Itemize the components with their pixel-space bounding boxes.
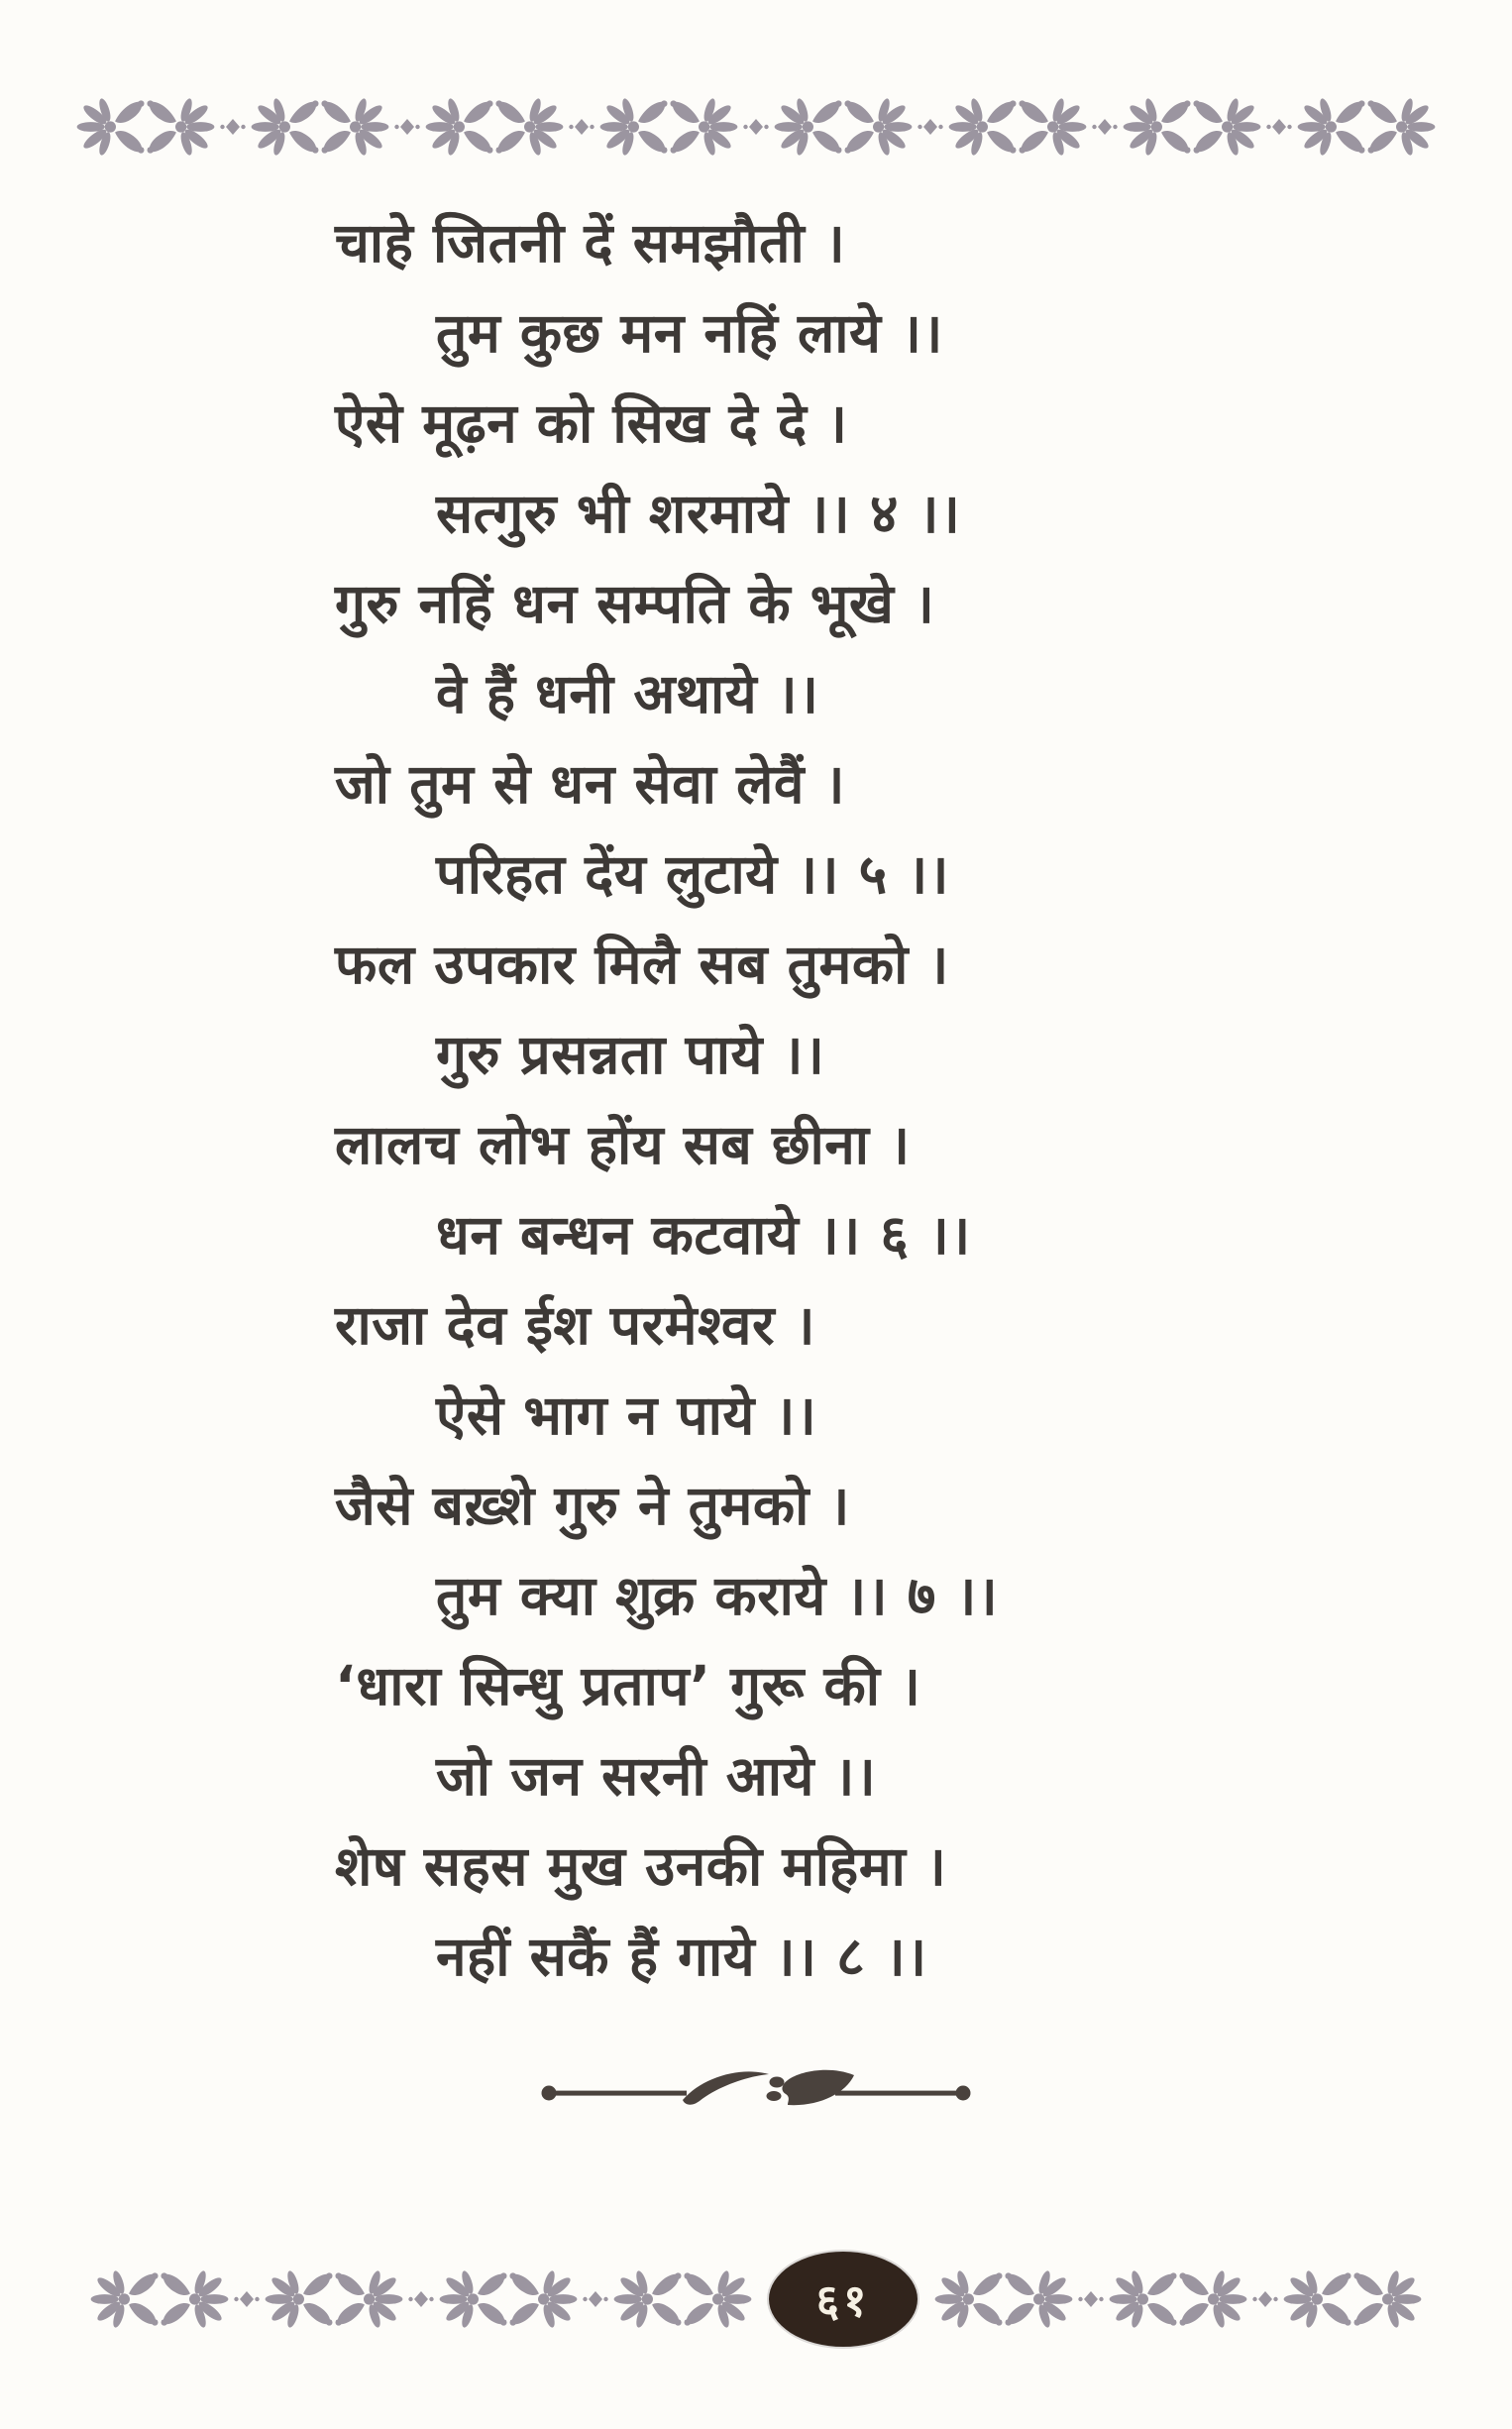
verse-line: तुम क्या शुक्र कराये ।। ७ ।।: [436, 1564, 999, 1627]
diamond-separator-icon: [569, 85, 594, 168]
verse-line: वे हैं धनी अथाये ।।: [436, 662, 819, 725]
floral-ornament-icon: [1292, 85, 1441, 168]
verse-line: राजा देव ईश परमेश्वर ।: [335, 1293, 815, 1357]
diamond-separator-icon: [1266, 85, 1292, 168]
verse-line: चाहे जितनी दें समझौती ।: [335, 211, 846, 275]
verse-line: परिहत देंय लुटाये ।। ५ ।।: [436, 842, 950, 906]
bottom-floral-border: [0, 2252, 1512, 2347]
floral-ornament-icon: [1118, 85, 1266, 168]
top-floral-border: [0, 85, 1512, 168]
floral-ornament-icon: [434, 2258, 583, 2341]
floral-ornament-row-icon: [85, 2258, 757, 2341]
page-number-badge: [769, 2252, 918, 2347]
floral-ornament-icon: [420, 85, 569, 168]
diamond-separator-icon: [583, 2258, 608, 2341]
verse-line: नहीं सकैं हैं गाये ।। ८ ।।: [436, 1925, 927, 1988]
verse-line: फल उपकार मिलै सब तुमको ।: [335, 933, 949, 996]
floral-ornament-icon: [246, 85, 394, 168]
diamond-separator-icon: [408, 2258, 434, 2341]
floral-ornament-row-icon: [71, 85, 1441, 168]
diamond-separator-icon: [1078, 2258, 1104, 2341]
floral-ornament-icon: [608, 2258, 757, 2341]
verse-line: लालच लोभ होंय सब छीना ।: [335, 1113, 911, 1176]
verse-line: ‘धारा सिन्धु प्रताप’ गुरू की ।: [335, 1654, 921, 1717]
diamond-separator-icon: [743, 85, 769, 168]
calligraphic-flourish-divider-icon: [538, 2063, 974, 2121]
diamond-separator-icon: [918, 85, 943, 168]
flourish-divider: [0, 2063, 1512, 2121]
diamond-separator-icon: [1092, 85, 1118, 168]
verse-line: गुरु नहिं धन सम्पति के भूखे ।: [335, 572, 935, 635]
diamond-separator-icon: [234, 2258, 260, 2341]
floral-ornament-icon: [769, 85, 918, 168]
verse-line: जो तुम से धन सेवा लेवैं ।: [335, 752, 845, 816]
verse-line: ऐसे मूढ़न को सिख दे दे ।: [335, 391, 848, 455]
verse-line: गुरु प्रसन्नता पाये ।।: [436, 1023, 825, 1086]
verse-line: शेष सहस मुख उनकी महिमा ।: [335, 1834, 947, 1898]
floral-ornament-icon: [1104, 2258, 1252, 2341]
diamond-separator-icon: [394, 85, 420, 168]
verse-text-block: [335, 196, 998, 2000]
verse-line: ऐसे भाग न पाये ।।: [436, 1383, 817, 1447]
verse-line: जैसे बख़्शे गुरु ने तुमको ।: [335, 1474, 850, 1537]
floral-ornament-icon: [1278, 2258, 1427, 2341]
floral-ornament-icon: [929, 2258, 1078, 2341]
floral-ornament-icon: [594, 85, 743, 168]
verse-line: तुम कुछ मन नहिं लाये ।।: [436, 301, 943, 365]
floral-ornament-icon: [71, 85, 220, 168]
floral-ornament-icon: [260, 2258, 408, 2341]
page-number: ६१: [815, 2273, 871, 2327]
verse-line: धन बन्धन कटवाये ।। ६ ।।: [436, 1203, 971, 1267]
verse-line: जो जन सरनी आये ।।: [436, 1744, 877, 1808]
diamond-separator-icon: [1252, 2258, 1278, 2341]
verse-line: सत्गुरु भी शरमाये ।। ४ ।।: [436, 482, 961, 545]
floral-ornament-icon: [943, 85, 1092, 168]
diamond-separator-icon: [220, 85, 246, 168]
floral-ornament-row-icon: [929, 2258, 1427, 2341]
floral-ornament-icon: [85, 2258, 234, 2341]
